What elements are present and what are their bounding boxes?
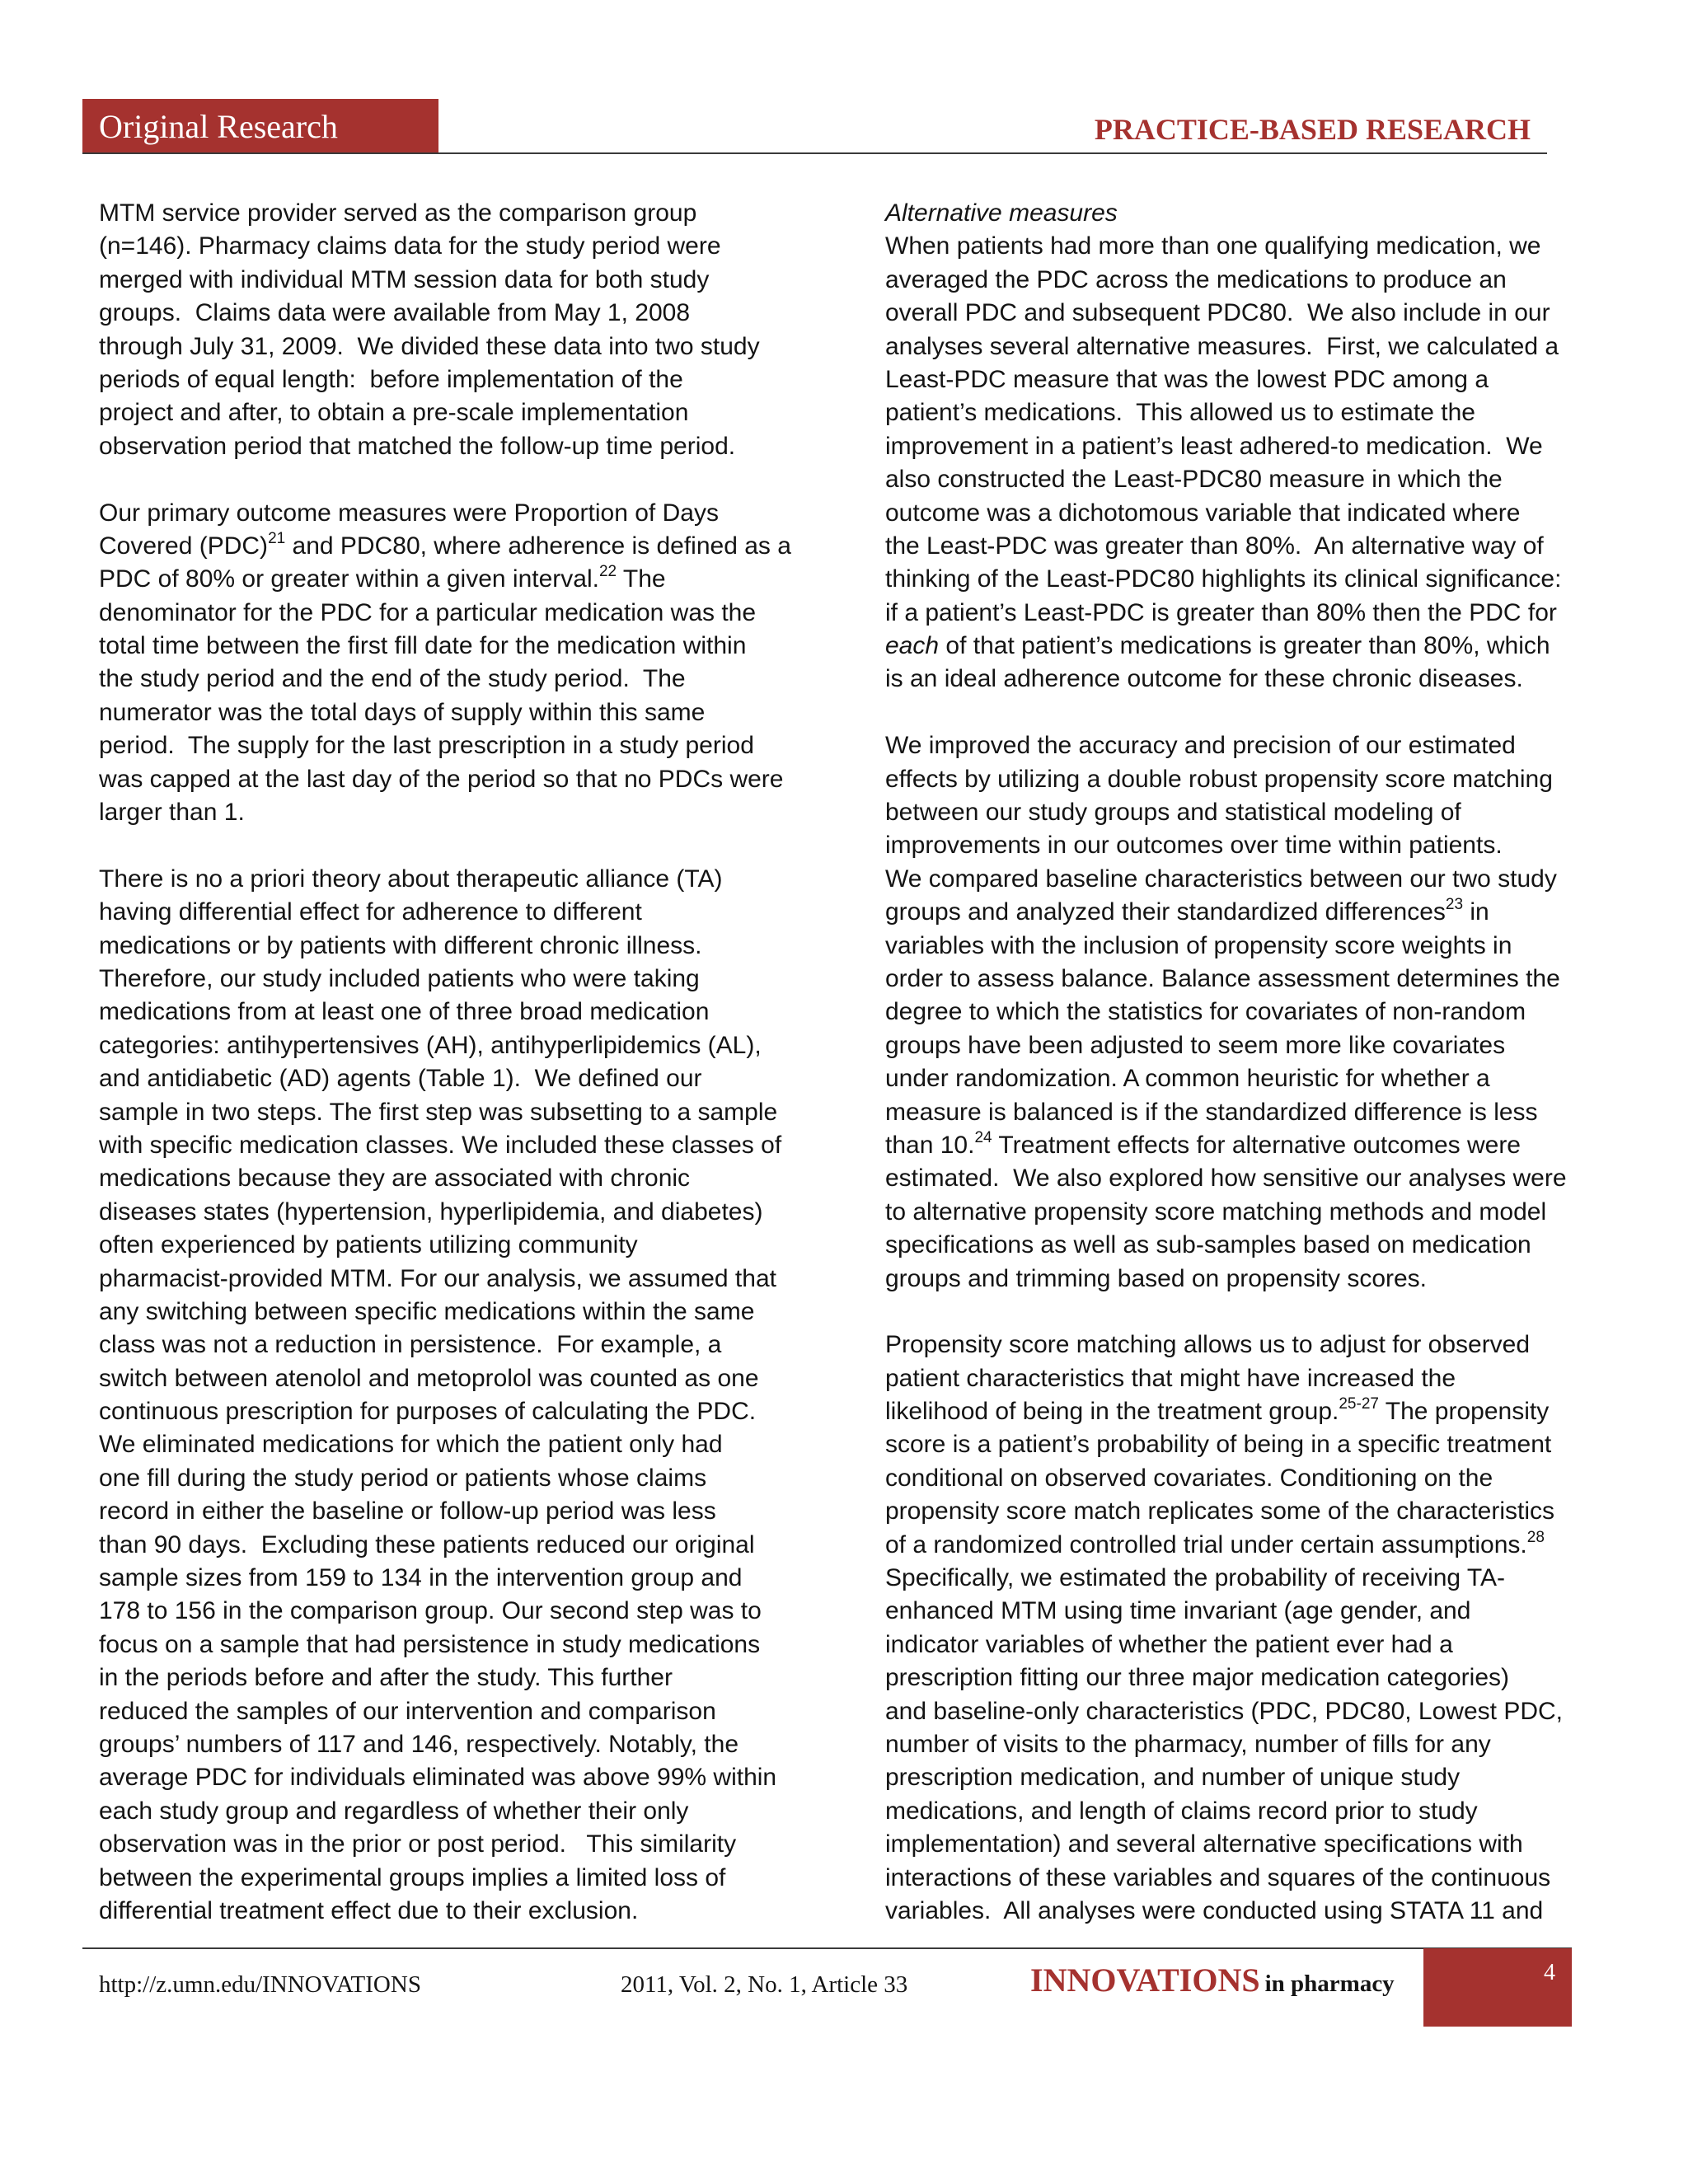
text-line: estimated. We also explored how sensitive our analyses were xyxy=(885,1165,1567,1193)
header-rule xyxy=(82,152,1547,154)
text-line: switch between atenolol and metoprolol was counted as one xyxy=(99,1364,759,1392)
text-line: to alternative propensity score matching methods and model xyxy=(885,1197,1547,1226)
text-segment: groups and analyzed their standardized differences xyxy=(885,898,1446,926)
text-line: continuous prescription for purposes of calculating the PDC. xyxy=(99,1398,757,1426)
section-label: Original Research xyxy=(99,108,338,145)
text-line: medications, and length of claims record prior to study xyxy=(885,1797,1478,1825)
text-segment: and PDC80, where adherence is defined as a xyxy=(285,532,791,560)
text-line: interactions of these variables and squares of the continuous xyxy=(885,1863,1551,1891)
text-line: focus on a sample that had persistence in study medications xyxy=(99,1630,761,1658)
text-segment: in xyxy=(1463,898,1489,926)
text-line: observation was in the prior or post period. This similarity xyxy=(99,1830,737,1858)
paragraph xyxy=(99,863,841,1929)
text-line: record in either the baseline or follow-up period was less xyxy=(99,1497,716,1526)
text-line: reduced the samples of our intervention and comparison xyxy=(99,1697,716,1725)
text-line xyxy=(885,630,1627,663)
text-line: medications because they are associated with chronic xyxy=(99,1165,691,1193)
citation-superscript: 21 xyxy=(268,529,286,547)
text-line: larger than 1. xyxy=(99,799,245,827)
text-line: We compared baseline characteristics between our two study xyxy=(885,865,1557,893)
text-line: periods of equal length: before implementation of the xyxy=(99,365,683,393)
paragraph xyxy=(885,1329,1627,1928)
text-line: When patients had more than one qualifying medication, we xyxy=(885,232,1541,260)
citation-superscript: 24 xyxy=(974,1128,992,1146)
text-line: merged with individual MTM session data for both study xyxy=(99,265,710,293)
text-line: is an ideal adherence outcome for these chronic diseases. xyxy=(885,665,1523,693)
text-line: improvement in a patient’s least adhered-to medication. We xyxy=(885,432,1543,460)
text-line: order to assess balance. Balance assessment determines the xyxy=(885,964,1560,992)
text-line: total time between the first fill date for the medication within xyxy=(99,632,747,660)
text-line: indicator variables of whether the patient ever had a xyxy=(885,1630,1453,1658)
text-line: also constructed the Least-PDC80 measure in which the xyxy=(885,466,1503,494)
text-line xyxy=(99,530,841,563)
text-segment: than 10. xyxy=(885,1131,975,1159)
text-line: diseases states (hypertension, hyperlipidemia, and diabetes) xyxy=(99,1197,763,1226)
text-line xyxy=(885,1529,1627,1562)
text-segment: Covered (PDC) xyxy=(99,532,269,560)
citation-superscript: 23 xyxy=(1445,896,1464,914)
text-line: 178 to 156 in the comparison group. Our second step was to xyxy=(99,1597,762,1625)
text-line: between our study groups and statistical modeling of xyxy=(885,799,1461,827)
text-line: groups have been adjusted to seem more like covariates xyxy=(885,1031,1506,1059)
text-line: differential treatment effect due to their exclusion. xyxy=(99,1896,639,1924)
text-line: each study group and regardless of whether their only xyxy=(99,1797,689,1825)
text-line: variables. All analyses were conducted using STATA 11 and xyxy=(885,1896,1544,1924)
text-line: Therefore, our study included patients who were taking xyxy=(99,964,700,992)
section-label-box xyxy=(82,99,438,154)
text-line: score is a patient’s probability of being in a specific treatment xyxy=(885,1431,1552,1459)
text-segment: of a randomized controlled trial under certain assumptions. xyxy=(885,1530,1527,1558)
text-line: variables with the inclusion of propensity score weights in xyxy=(885,931,1512,959)
text-line: number of visits to the pharmacy, number of fills for any xyxy=(885,1730,1491,1758)
text-line: Our primary outcome measures were Proportion of Days xyxy=(99,499,719,527)
text-line xyxy=(885,1395,1627,1428)
text-line: prescription fitting our three major medication categories) xyxy=(885,1664,1510,1692)
text-line: groups and trimming based on propensity scores. xyxy=(885,1264,1428,1292)
text-line: groups’ numbers of 117 and 146, respectively. Notably, the xyxy=(99,1730,739,1758)
text-line: degree to which the statistics for covariates of non-random xyxy=(885,998,1526,1026)
text-line: with specific medication classes. We included these classes of xyxy=(99,1131,782,1159)
text-line: having differential effect for adherence to different xyxy=(99,898,642,926)
left-column xyxy=(99,197,841,1928)
text-line: implementation) and several alternative specifications with xyxy=(885,1830,1523,1858)
text-line: Propensity score matching allows us to adjust for observed xyxy=(885,1331,1531,1359)
footer-rule xyxy=(82,1947,1572,1949)
text-line: patient’s medications. This allowed us to estimate the xyxy=(885,399,1475,427)
text-line: project and after, to obtain a pre-scale implementation xyxy=(99,399,689,427)
section-category: PRACTICE-BASED RESEARCH xyxy=(1094,113,1531,146)
text-line: numerator was the total days of supply within this same xyxy=(99,698,706,726)
text-line: average PDC for individuals eliminated was above 99% within xyxy=(99,1764,777,1792)
text-line: in the periods before and after the study. This further xyxy=(99,1664,673,1692)
paragraph xyxy=(885,729,1627,1296)
text-line: pharmacist-provided MTM. For our analysis, we assumed that xyxy=(99,1264,776,1292)
text-line: measure is balanced is if the standardized difference is less xyxy=(885,1098,1538,1126)
text-line: period. The supply for the last prescription in a study period xyxy=(99,732,754,760)
text-line: denominator for the PDC for a particular medication was the xyxy=(99,598,757,626)
text-line: analyses several alternative measures. First, we calculated a xyxy=(885,332,1559,360)
page-number: 4 xyxy=(1544,1960,1555,1985)
text-line: There is no a priori theory about therapeutic alliance (TA) xyxy=(99,865,723,893)
text-line: the study period and the end of the study period. The xyxy=(99,665,686,693)
text-line: any switching between specific medications within the same xyxy=(99,1297,755,1325)
text-line: propensity score match replicates some of the characteristics xyxy=(885,1497,1555,1526)
italic-text: each xyxy=(885,632,940,660)
text-line: medications or by patients with different chronic illness. xyxy=(99,931,702,959)
section-heading: Alternative measures xyxy=(885,199,1118,227)
text-line: We improved the accuracy and precision of our estimated xyxy=(885,732,1516,760)
text-segment: The propensity xyxy=(1378,1398,1550,1426)
text-line: was capped at the last day of the period so that no PDCs were xyxy=(99,765,784,793)
text-line: Least-PDC measure that was the lowest PDC among a xyxy=(885,365,1489,393)
footer-citation: 2011, Vol. 2, No. 1, Article 33 xyxy=(621,1971,908,1998)
text-line: one fill during the study period or patients whose claims xyxy=(99,1464,707,1492)
text-line: medications from at least one of three broad medication xyxy=(99,998,710,1026)
text-line: the Least-PDC was greater than 80%. An alternative way of xyxy=(885,532,1544,560)
text-line: and antidiabetic (AD) agents (Table 1). We defined our xyxy=(99,1065,702,1093)
text-line: enhanced MTM using time invariant (age gender, and xyxy=(885,1597,1471,1625)
journal-title xyxy=(1030,1961,1395,2007)
text-line xyxy=(99,563,841,596)
paragraph xyxy=(99,497,841,830)
citation-superscript: 28 xyxy=(1526,1528,1545,1546)
right-column xyxy=(885,197,1627,1928)
text-line: (n=146). Pharmacy claims data for the study period were xyxy=(99,232,721,260)
text-line: through July 31, 2009. We divided these data into two study xyxy=(99,332,760,360)
journal-name: INNOVATIONS xyxy=(1030,1961,1260,1999)
text-line: overall PDC and subsequent PDC80. We also include in our xyxy=(885,299,1550,327)
text-line: patient characteristics that might have increased the xyxy=(885,1364,1456,1392)
text-line: sample sizes from 159 to 134 in the intervention group and xyxy=(99,1564,743,1592)
text-segment: of that patient’s medications is greater than 80%, which xyxy=(939,632,1550,660)
text-line: effects by utilizing a double robust propensity score matching xyxy=(885,765,1553,793)
text-segment: likelihood of being in the treatment group. xyxy=(885,1398,1339,1426)
text-segment: Treatment effects for alternative outcomes were xyxy=(992,1131,1521,1159)
citation-superscript: 25-27 xyxy=(1339,1395,1379,1413)
text-line: improvements in our outcomes over time within patients. xyxy=(885,832,1503,860)
citation-superscript: 22 xyxy=(598,563,617,581)
text-line: class was not a reduction in persistence. For example, a xyxy=(99,1331,722,1359)
text-line: groups. Claims data were available from May 1, 2008 xyxy=(99,299,691,327)
text-line: categories: antihypertensives (AH), antihyperlipidemics (AL), xyxy=(99,1031,762,1059)
text-line: prescription medication, and number of unique study xyxy=(885,1764,1461,1792)
text-line xyxy=(885,1129,1627,1162)
text-line xyxy=(885,896,1627,929)
text-line: averaged the PDC across the medications to produce an xyxy=(885,265,1507,293)
text-segment: PDC of 80% or greater within a given interval. xyxy=(99,565,599,593)
text-segment: The xyxy=(617,565,666,593)
paragraph xyxy=(885,230,1627,696)
text-line: if a patient’s Least-PDC is greater than 80% then the PDC for xyxy=(885,598,1557,626)
footer-url[interactable]: http://z.umn.edu/INNOVATIONS xyxy=(99,1971,421,1998)
text-line: outcome was a dichotomous variable that indicated where xyxy=(885,499,1521,527)
text-line: conditional on observed covariates. Conditioning on the xyxy=(885,1464,1493,1492)
text-line: than 90 days. Excluding these patients reduced our original xyxy=(99,1530,755,1558)
text-line: between the experimental groups implies a limited loss of xyxy=(99,1863,726,1891)
text-line: We eliminated medications for which the patient only had xyxy=(99,1431,723,1459)
text-line: Specifically, we estimated the probability of receiving TA- xyxy=(885,1564,1506,1592)
text-line: specifications as well as sub-samples based on medication xyxy=(885,1231,1531,1259)
text-line: observation period that matched the follow-up time period. xyxy=(99,432,736,460)
paragraph xyxy=(99,197,841,463)
text-line: sample in two steps. The first step was subsetting to a sample xyxy=(99,1098,778,1126)
text-line: and baseline-only characteristics (PDC, PDC80, Lowest PDC, xyxy=(885,1697,1563,1725)
journal-suffix: in pharmacy xyxy=(1264,1971,1395,1997)
text-line: MTM service provider served as the comparison group xyxy=(99,199,697,227)
page-number-box xyxy=(1423,1948,1572,2027)
text-line: under randomization. A common heuristic for whether a xyxy=(885,1065,1490,1093)
text-line: often experienced by patients utilizing community xyxy=(99,1231,638,1259)
text-line: thinking of the Least-PDC80 highlights its clinical significance: xyxy=(885,565,1562,593)
